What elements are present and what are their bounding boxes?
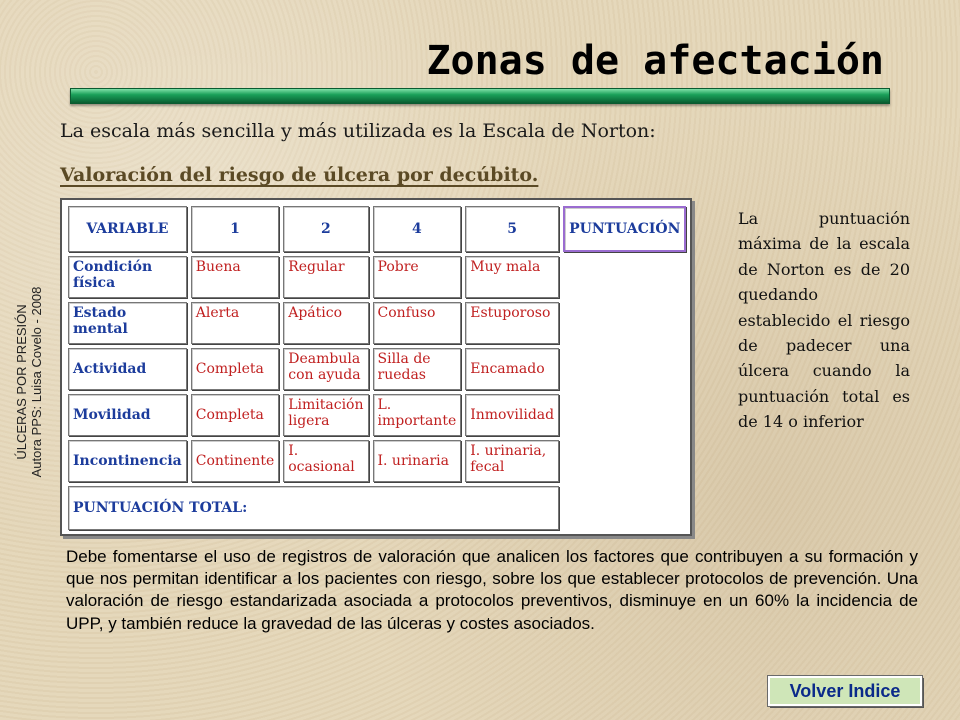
side-note: La puntuación máxima de la escala de Norton es de 20 quedando establecido el riesgo de padecer una úlcera cuando la puntuación total es de 14 o inferior bbox=[738, 209, 910, 432]
intro-text: La escala más sencilla y más utilizada es la Escala de Norton: bbox=[60, 120, 656, 142]
value-cell: Continente bbox=[191, 440, 280, 482]
table-row bbox=[68, 256, 686, 298]
value-cell: I. ocasional bbox=[283, 440, 368, 482]
header-score-5: 5 bbox=[465, 206, 559, 252]
total-empty-cell bbox=[563, 486, 686, 530]
table-total-row bbox=[68, 486, 686, 530]
value-cell: L. importante bbox=[373, 394, 462, 436]
value-cell: Completa bbox=[191, 348, 280, 390]
sidebar-author: Autora PPS: Luisa Covelo - 2008 bbox=[29, 286, 44, 478]
variable-cell: Estado mental bbox=[68, 302, 187, 344]
variable-cell: Actividad bbox=[68, 348, 187, 390]
value-cell: Estuporoso bbox=[465, 302, 559, 344]
puntuacion-column bbox=[563, 256, 686, 482]
section-subtitle: Valoración del riesgo de úlcera por decúbito. bbox=[60, 164, 539, 186]
variable-cell: Movilidad bbox=[68, 394, 187, 436]
value-cell: Encamado bbox=[465, 348, 559, 390]
value-cell: Apático bbox=[283, 302, 368, 344]
header-score-1: 1 bbox=[191, 206, 280, 252]
value-cell: Silla de ruedas bbox=[373, 348, 462, 390]
header-variable: VARIABLE bbox=[68, 206, 187, 252]
value-cell: Alerta bbox=[191, 302, 280, 344]
header-score-4: 4 bbox=[373, 206, 462, 252]
total-label: PUNTUACIÓN TOTAL: bbox=[68, 486, 559, 530]
variable-cell: Condición física bbox=[68, 256, 187, 298]
sidebar-course-title: ÚLCERAS POR PRESIÓN bbox=[14, 304, 29, 460]
norton-scale-table bbox=[64, 202, 690, 534]
value-cell: Muy mala bbox=[465, 256, 559, 298]
value-cell: Inmovilidad bbox=[465, 394, 559, 436]
norton-scale-table-frame bbox=[60, 198, 692, 536]
variable-cell: Incontinencia bbox=[68, 440, 187, 482]
value-cell: Deambula con ayuda bbox=[283, 348, 368, 390]
value-cell: Buena bbox=[191, 256, 280, 298]
value-cell: Pobre bbox=[373, 256, 462, 298]
value-cell: Limitación ligera bbox=[283, 394, 368, 436]
title-divider bbox=[70, 88, 890, 104]
sidebar-credits bbox=[14, 252, 50, 512]
value-cell: I. urinaria bbox=[373, 440, 462, 482]
value-cell: Completa bbox=[191, 394, 280, 436]
table-header-row bbox=[68, 206, 686, 252]
header-puntuacion: PUNTUACIÓN bbox=[563, 206, 686, 252]
value-cell: Regular bbox=[283, 256, 368, 298]
page-title: Zonas de afectación bbox=[426, 38, 884, 84]
value-cell: I. urinaria, fecal bbox=[465, 440, 559, 482]
value-cell: Confuso bbox=[373, 302, 462, 344]
back-to-index-button[interactable]: Volver Indice bbox=[768, 676, 922, 706]
header-score-2: 2 bbox=[283, 206, 368, 252]
body-paragraph: Debe fomentarse el uso de registros de valoración que analicen los factores que contribuyen a su formación y que nos permitan identificar a los pacientes con riesgo, sobre los que establecer protocolos de prevención. Una valoración de riesgo estandarizada asociada a protocolos preventivos, disminuye en un 60% la incidencia de UPP, y también reduce la gravedad de las úlceras y costes asociados. bbox=[66, 547, 918, 633]
